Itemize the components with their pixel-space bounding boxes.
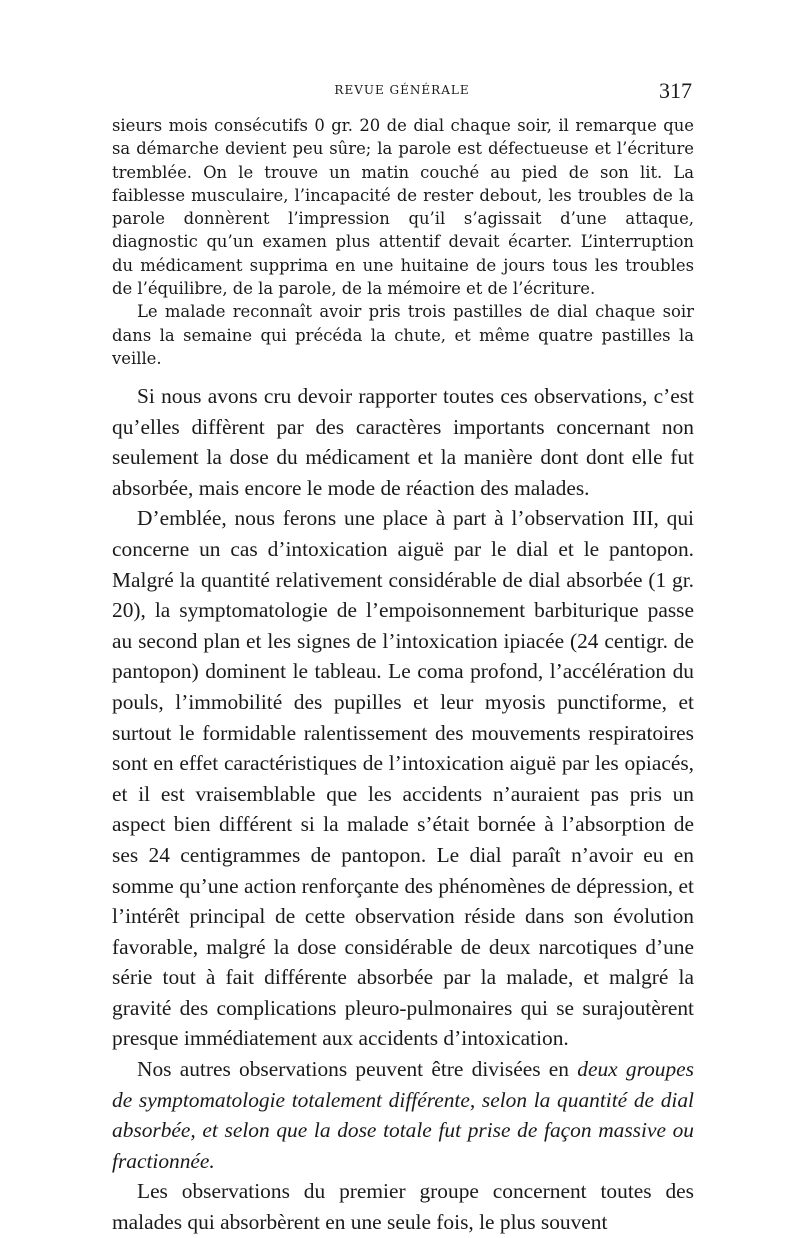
discussion-block xyxy=(112,381,694,1238)
case-paragraph-2: Le malade reconnaît avoir pris trois pastilles de dial chaque soir dans la semaine qui précéda la chute, et même quatre pastilles la veille. xyxy=(112,302,694,368)
discussion-paragraph-3-lead: Nos autres observations peuvent être divisées en xyxy=(137,1057,578,1082)
running-header xyxy=(112,78,692,102)
case-report-block xyxy=(112,114,694,370)
discussion-paragraph-2: D’emblée, nous ferons une place à part à l’observation III, qui concerne un cas d’intoxication aiguë par le dial et le pantopon. Malgré la quantité relativement considérable de dial absorbée (1 gr. 20), la symptomatologie de l’empoisonnement barbiturique passe au second plan et les signes de l’intoxication ipiacée (24 centigr. de pantopon) dominent le tableau. Le coma profond, l’accélération du pouls, l’immobilité des pupilles et leur myosis punctiforme, et surtout le formidable ralentissement des mouvements respiratoires sont en effet caractéristiques de l’intoxication aiguë par les opiacés, et il est vraisemblable que les accidents n’auraient pas pris un aspect bien différent si la malade s’était bornée à l’absorption de ses 24 centigrammes de pantopon. Le dial paraît n’avoir eu en somme qu’une action renforçante des phénomènes de dépression, et l’intérêt principal de cette observation réside dans son évolution favorable, malgré la dose considérable de deux narcotiques d’une série tout à fait différente absorbée par la malade, et malgré la gravité des complications pleuro-pulmonaires qui se surajoutèrent presque immédiatement aux accidents d’intoxication. xyxy=(112,506,694,1051)
discussion-paragraph-4: Les observations du premier groupe concernent toutes des malades qui absorbèrent en une seule fois, le plus souvent xyxy=(112,1179,694,1235)
discussion-paragraph-3-italic: deux groupes de symptomatologie totalement différente, selon la quantité de dial absorbée, et selon que la dose totale fut prise de façon massive ou fractionnée. xyxy=(112,1057,695,1173)
case-paragraph-1: sieurs mois consécutifs 0 gr. 20 de dial chaque soir, il remarque que sa démarche devient peu sûre; la parole est défectueuse et l’écriture tremblée. On le trouve un matin couché au pied de son lit. La faiblesse musculaire, l’incapacité de rester debout, les troubles de la parole donnèrent l’impression qu’il s’agissait d’une attaque, diagnostic qu’un examen plus attentif devait écarter. L’interruption du médicament supprima en une huitaine de jours tous les troubles de l’équilibre, de la parole, de la mémoire et de l’écriture. xyxy=(112,116,694,299)
discussion-paragraph-1: Si nous avons cru devoir rapporter toutes ces observations, c’est qu’elles diffèrent par des caractères importants concernant non seulement la dose du médicament et la manière dont dont elle fut absorbée, mais encore le mode de réaction des malades. xyxy=(112,384,694,500)
running-title: REVUE GÉNÉRALE xyxy=(334,83,470,97)
discussion-paragraph-3 xyxy=(112,1054,694,1176)
page-number: 317 xyxy=(659,78,692,103)
